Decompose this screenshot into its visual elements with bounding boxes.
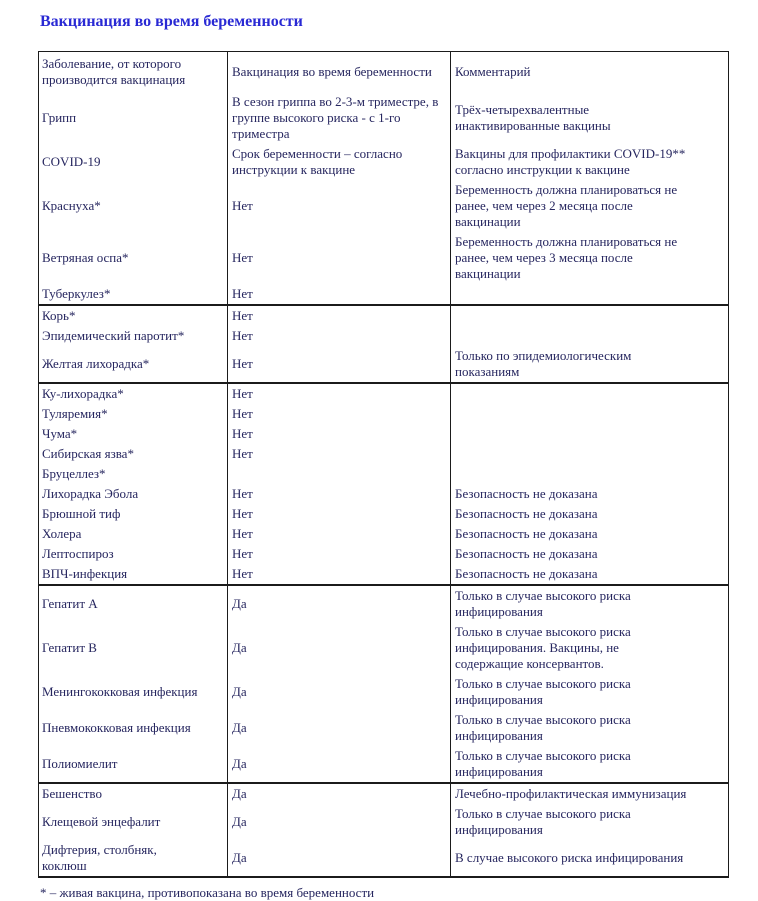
comment-cell: Безопасность не доказана bbox=[451, 484, 729, 504]
comment-cell bbox=[451, 383, 729, 404]
comment-cell: Беременность должна планироваться не ранее, чем через 2 месяца после вакцинации bbox=[451, 180, 729, 232]
table-row bbox=[39, 710, 729, 746]
table-group bbox=[39, 585, 729, 783]
table-header bbox=[39, 52, 729, 93]
table-group bbox=[39, 783, 729, 877]
vaccination-cell: Нет bbox=[228, 564, 451, 585]
table-row bbox=[39, 804, 729, 840]
table-row bbox=[39, 326, 729, 346]
vaccination-cell: Нет bbox=[228, 504, 451, 524]
comment-cell bbox=[451, 326, 729, 346]
vaccination-cell: Да bbox=[228, 746, 451, 783]
table-row bbox=[39, 783, 729, 804]
disease-cell: Туберкулез* bbox=[42, 286, 111, 301]
vaccination-cell: Нет bbox=[228, 484, 451, 504]
comment-cell: Только в случае высокого риска инфицирования bbox=[451, 585, 729, 622]
vaccination-cell: Да bbox=[228, 585, 451, 622]
vaccination-cell: Нет bbox=[228, 326, 451, 346]
comment-cell: Только в случае высокого риска инфицирования bbox=[451, 674, 729, 710]
table-row bbox=[39, 746, 729, 783]
table-row bbox=[39, 524, 729, 544]
footnote: * – живая вакцина, противопоказана во время беременности bbox=[40, 885, 375, 900]
table-group bbox=[39, 92, 729, 305]
table-row bbox=[39, 840, 729, 877]
disease-cell: Лептоспироз bbox=[42, 546, 114, 561]
table-row bbox=[39, 622, 729, 674]
table-row bbox=[39, 144, 729, 180]
header-disease: Заболевание, от которого производится вакцинация bbox=[42, 56, 186, 87]
disease-cell: Ку-лихорадка* bbox=[42, 386, 124, 401]
comment-cell bbox=[451, 424, 729, 444]
table-group bbox=[39, 383, 729, 585]
disease-cell: COVID-19 bbox=[42, 154, 101, 169]
vaccination-cell: Да bbox=[228, 622, 451, 674]
vaccination-cell: Нет bbox=[228, 444, 451, 464]
comment-cell: Трёх-четырехвалентные инактивированные вакцины bbox=[451, 92, 729, 144]
vaccination-cell bbox=[228, 464, 451, 484]
disease-cell: Бешенство bbox=[42, 786, 102, 801]
vaccination-cell: Нет bbox=[228, 544, 451, 564]
table-row bbox=[39, 674, 729, 710]
vaccination-cell: Нет bbox=[228, 346, 451, 383]
vaccination-table bbox=[38, 51, 729, 878]
vaccination-cell: Нет bbox=[228, 404, 451, 424]
comment-cell: Безопасность не доказана bbox=[451, 504, 729, 524]
vaccination-cell: Да bbox=[228, 804, 451, 840]
table-row bbox=[39, 305, 729, 326]
disease-cell: Лихорадка Эбола bbox=[42, 486, 139, 501]
comment-cell: Беременность должна планироваться не ранее, чем через 3 месяца после вакцинации bbox=[451, 232, 729, 284]
table-row bbox=[39, 383, 729, 404]
table-row bbox=[39, 284, 729, 305]
vaccination-cell: В сезон гриппа во 2-3-м триместре, в группе высокого риска - с 1-го триместра bbox=[228, 92, 451, 144]
vaccination-cell: Нет bbox=[228, 424, 451, 444]
disease-cell: Менингококковая инфекция bbox=[42, 684, 198, 699]
disease-cell: Клещевой энцефалит bbox=[42, 814, 161, 829]
table-row bbox=[39, 464, 729, 484]
header-comment: Комментарий bbox=[451, 52, 729, 93]
page-title: Вакцинация во время беременности bbox=[40, 13, 303, 30]
vaccination-cell: Нет bbox=[228, 305, 451, 326]
disease-cell: Краснуха* bbox=[42, 198, 101, 213]
disease-cell: Сибирская язва* bbox=[42, 446, 134, 461]
vaccination-cell: Нет bbox=[228, 383, 451, 404]
disease-cell: Эпидемический паротит* bbox=[42, 328, 185, 343]
disease-cell: Корь* bbox=[42, 308, 76, 323]
table-row bbox=[39, 92, 729, 144]
table-row bbox=[39, 424, 729, 444]
disease-cell: Чума* bbox=[42, 426, 78, 441]
table-row bbox=[39, 564, 729, 585]
vaccination-cell: Нет bbox=[228, 232, 451, 284]
comment-cell bbox=[451, 404, 729, 424]
table-row bbox=[39, 544, 729, 564]
disease-cell: Желтая лихорадка* bbox=[42, 356, 150, 371]
table-row bbox=[39, 404, 729, 424]
table-row bbox=[39, 444, 729, 464]
table-row bbox=[39, 180, 729, 232]
comment-cell: Лечебно-профилактическая иммунизация bbox=[451, 783, 729, 804]
comment-cell: Только в случае высокого риска инфицирования. Вакцины, не содержащие консервантов. bbox=[451, 622, 729, 674]
table-row bbox=[39, 585, 729, 622]
comment-cell: Безопасность не доказана bbox=[451, 564, 729, 585]
table-row bbox=[39, 346, 729, 383]
comment-cell bbox=[451, 444, 729, 464]
comment-cell: Безопасность не доказана bbox=[451, 524, 729, 544]
vaccination-cell: Нет bbox=[228, 284, 451, 305]
disease-cell: Туляремия* bbox=[42, 406, 108, 421]
comment-cell: Безопасность не доказана bbox=[451, 544, 729, 564]
header-row bbox=[39, 52, 729, 93]
vaccination-cell: Нет bbox=[228, 180, 451, 232]
header-vaccination: Вакцинация во время беременности bbox=[228, 52, 451, 93]
comment-cell: Только в случае высокого риска инфицирования bbox=[451, 804, 729, 840]
vaccination-cell: Нет bbox=[228, 524, 451, 544]
vaccination-cell: Да bbox=[228, 674, 451, 710]
disease-cell: Грипп bbox=[42, 110, 77, 125]
table-row bbox=[39, 504, 729, 524]
disease-cell: Ветряная оспа* bbox=[42, 250, 129, 265]
vaccination-cell: Да bbox=[228, 783, 451, 804]
comment-cell: Только в случае высокого риска инфицирования bbox=[451, 710, 729, 746]
table-row bbox=[39, 232, 729, 284]
disease-cell: Холера bbox=[42, 526, 82, 541]
comment-cell: В случае высокого риска инфицирования bbox=[451, 840, 729, 877]
comment-cell bbox=[451, 284, 729, 305]
disease-cell: Полиомиелит bbox=[42, 756, 118, 771]
disease-cell: Пневмококковая инфекция bbox=[42, 720, 191, 735]
vaccination-cell: Да bbox=[228, 710, 451, 746]
comment-cell: Только по эпидемиологическим показаниям bbox=[451, 346, 729, 383]
table-row bbox=[39, 484, 729, 504]
vaccination-cell: Срок беременности – согласно инструкции к вакцине bbox=[228, 144, 451, 180]
disease-cell: ВПЧ-инфекция bbox=[42, 566, 128, 581]
comment-cell bbox=[451, 305, 729, 326]
disease-cell: Бруцеллез* bbox=[42, 466, 106, 481]
comment-cell: Вакцины для профилактики COVID-19** согласно инструкции к вакцине bbox=[451, 144, 729, 180]
disease-cell: Гепатит B bbox=[42, 640, 97, 655]
disease-cell: Дифтерия, столбняк, коклюш bbox=[42, 842, 157, 873]
comment-cell: Только в случае высокого риска инфицирования bbox=[451, 746, 729, 783]
comment-cell bbox=[451, 464, 729, 484]
disease-cell: Брюшной тиф bbox=[42, 506, 121, 521]
vaccination-cell: Да bbox=[228, 840, 451, 877]
table-group bbox=[39, 305, 729, 383]
disease-cell: Гепатит A bbox=[42, 596, 98, 611]
